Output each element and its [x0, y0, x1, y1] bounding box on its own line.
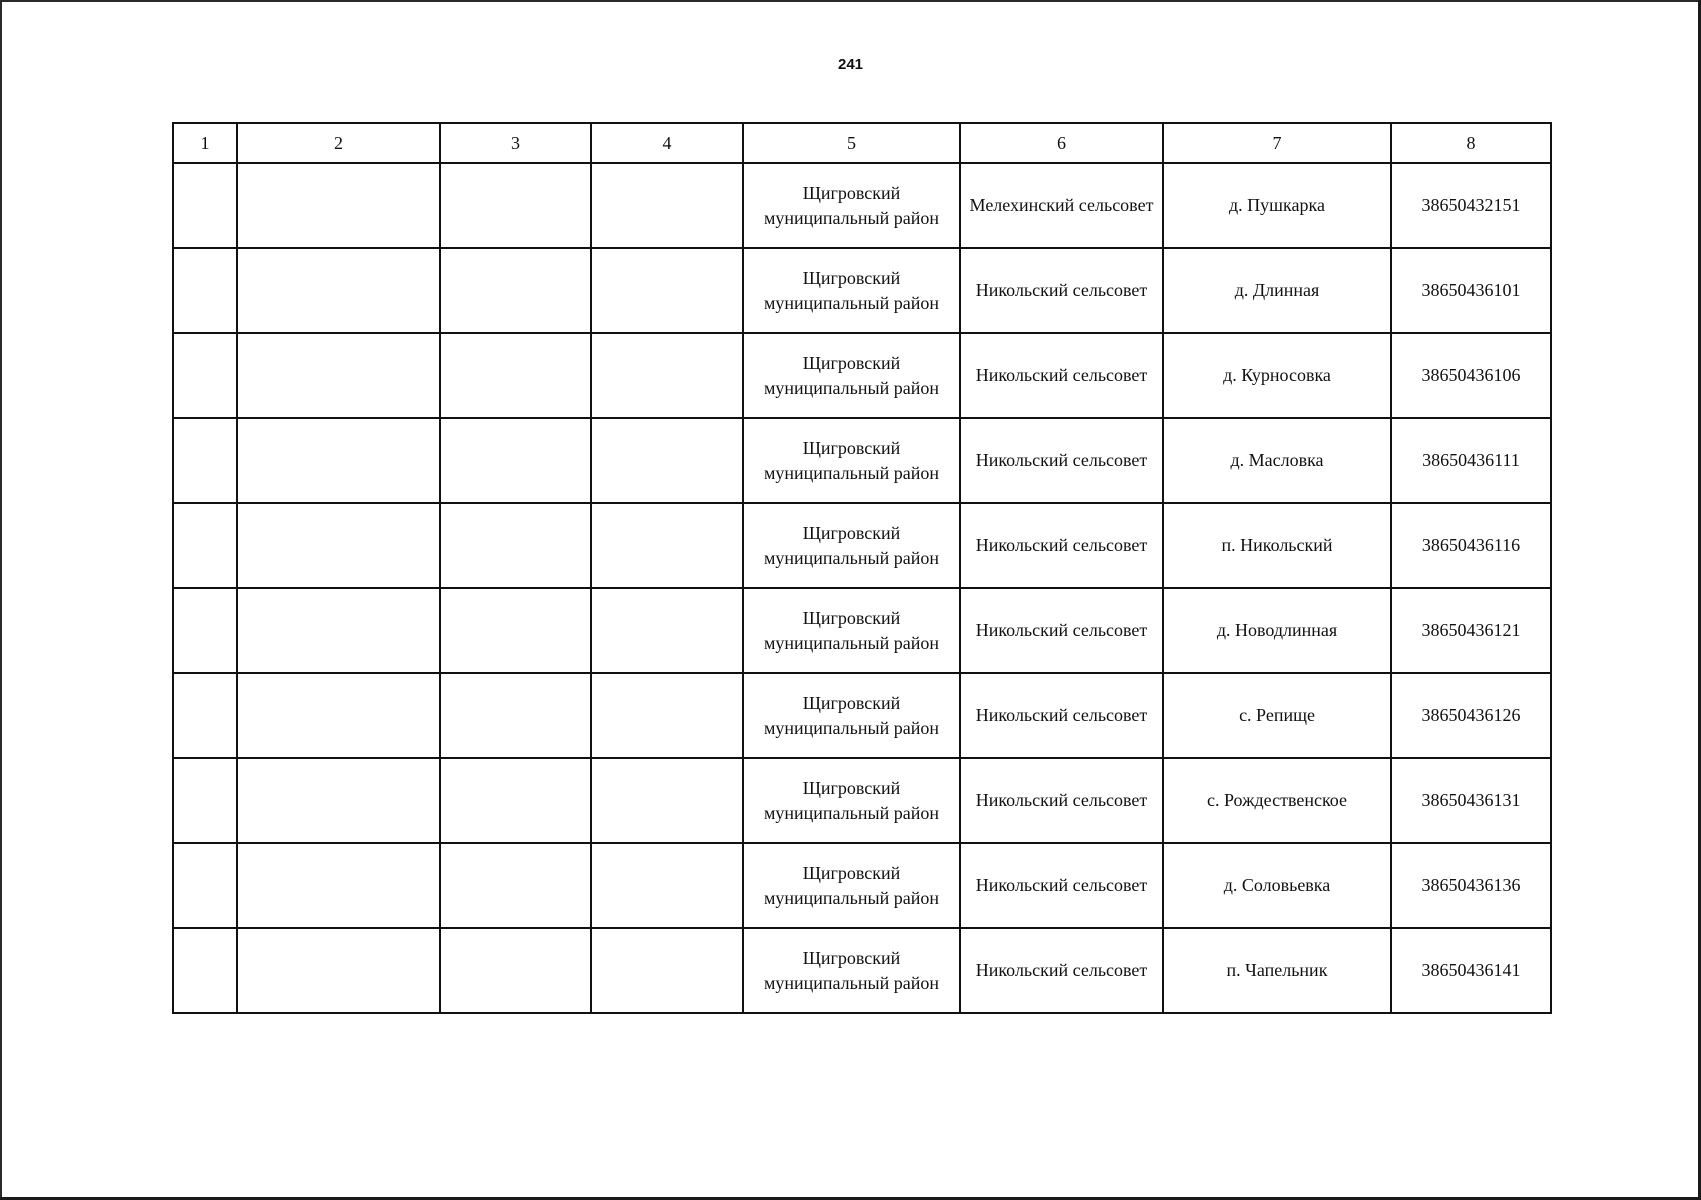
header-row	[173, 123, 1551, 163]
table-cell	[173, 503, 237, 588]
table-cell	[237, 333, 440, 418]
table-cell	[440, 928, 591, 1013]
scan-border-top	[0, 0, 1701, 2]
council-cell: Никольский сельсовет	[960, 588, 1163, 673]
code-cell: 38650436116	[1391, 503, 1551, 588]
district-cell: Щигровский муниципальный район	[743, 163, 960, 248]
table-row	[173, 928, 1551, 1013]
table-cell	[440, 418, 591, 503]
table-row	[173, 333, 1551, 418]
table-cell	[440, 248, 591, 333]
council-cell: Никольский сельсовет	[960, 248, 1163, 333]
table-cell	[237, 418, 440, 503]
table-cell	[591, 843, 743, 928]
column-header: 8	[1391, 123, 1551, 163]
settlement-cell: с. Рождественское	[1163, 758, 1391, 843]
settlement-cell: д. Курносовка	[1163, 333, 1391, 418]
district-cell: Щигровский муниципальный район	[743, 673, 960, 758]
column-header: 7	[1163, 123, 1391, 163]
table-row	[173, 588, 1551, 673]
settlements-table	[172, 122, 1552, 1014]
district-cell: Щигровский муниципальный район	[743, 588, 960, 673]
settlement-cell: п. Чапельник	[1163, 928, 1391, 1013]
table-cell	[440, 503, 591, 588]
table-cell	[440, 843, 591, 928]
code-cell: 38650436101	[1391, 248, 1551, 333]
column-header: 5	[743, 123, 960, 163]
council-cell: Мелехинский сельсовет	[960, 163, 1163, 248]
code-cell: 38650436121	[1391, 588, 1551, 673]
table-cell	[591, 673, 743, 758]
table-cell	[237, 843, 440, 928]
table-cell	[591, 928, 743, 1013]
table-cell	[237, 503, 440, 588]
table-cell	[440, 163, 591, 248]
code-cell: 38650436111	[1391, 418, 1551, 503]
council-cell: Никольский сельсовет	[960, 843, 1163, 928]
table-cell	[591, 503, 743, 588]
district-cell: Щигровский муниципальный район	[743, 418, 960, 503]
table-cell	[173, 843, 237, 928]
table-cell	[173, 333, 237, 418]
table-cell	[173, 673, 237, 758]
code-cell: 38650436131	[1391, 758, 1551, 843]
table-cell	[173, 248, 237, 333]
table-row	[173, 843, 1551, 928]
district-cell: Щигровский муниципальный район	[743, 758, 960, 843]
council-cell: Никольский сельсовет	[960, 673, 1163, 758]
code-cell: 38650436106	[1391, 333, 1551, 418]
code-cell: 38650432151	[1391, 163, 1551, 248]
scan-border-left	[0, 0, 2, 1200]
table-cell	[237, 928, 440, 1013]
table-cell	[440, 758, 591, 843]
table-cell	[237, 673, 440, 758]
table-cell	[237, 588, 440, 673]
code-cell: 38650436141	[1391, 928, 1551, 1013]
code-cell: 38650436126	[1391, 673, 1551, 758]
table-cell	[440, 588, 591, 673]
table-cell	[440, 673, 591, 758]
table-cell	[237, 248, 440, 333]
table-cell	[173, 758, 237, 843]
table-row	[173, 248, 1551, 333]
settlement-cell: с. Репище	[1163, 673, 1391, 758]
table-row	[173, 163, 1551, 248]
column-header: 1	[173, 123, 237, 163]
table-cell	[173, 588, 237, 673]
table-cell	[591, 588, 743, 673]
table-cell	[173, 418, 237, 503]
council-cell: Никольский сельсовет	[960, 928, 1163, 1013]
settlement-cell: д. Пушкарка	[1163, 163, 1391, 248]
settlement-cell: д. Масловка	[1163, 418, 1391, 503]
table-cell	[591, 418, 743, 503]
settlement-cell: д. Новодлинная	[1163, 588, 1391, 673]
settlement-cell: д. Длинная	[1163, 248, 1391, 333]
council-cell: Никольский сельсовет	[960, 758, 1163, 843]
table-cell	[173, 928, 237, 1013]
column-header: 3	[440, 123, 591, 163]
district-cell: Щигровский муниципальный район	[743, 928, 960, 1013]
district-cell: Щигровский муниципальный район	[743, 248, 960, 333]
table-row	[173, 418, 1551, 503]
column-header: 2	[237, 123, 440, 163]
table-cell	[591, 163, 743, 248]
table-cell	[237, 758, 440, 843]
district-cell: Щигровский муниципальный район	[743, 843, 960, 928]
page-number: 241	[837, 56, 864, 73]
council-cell: Никольский сельсовет	[960, 418, 1163, 503]
table-cell	[591, 333, 743, 418]
table-cell	[173, 163, 237, 248]
district-cell: Щигровский муниципальный район	[743, 503, 960, 588]
table-row	[173, 503, 1551, 588]
table-cell	[591, 248, 743, 333]
council-cell: Никольский сельсовет	[960, 333, 1163, 418]
council-cell: Никольский сельсовет	[960, 503, 1163, 588]
column-header: 6	[960, 123, 1163, 163]
table-cell	[591, 758, 743, 843]
table-cell	[237, 163, 440, 248]
settlement-cell: д. Соловьевка	[1163, 843, 1391, 928]
table-row	[173, 673, 1551, 758]
table-cell	[440, 333, 591, 418]
code-cell: 38650436136	[1391, 843, 1551, 928]
settlement-cell: п. Никольский	[1163, 503, 1391, 588]
district-cell: Щигровский муниципальный район	[743, 333, 960, 418]
column-header: 4	[591, 123, 743, 163]
table-row	[173, 758, 1551, 843]
